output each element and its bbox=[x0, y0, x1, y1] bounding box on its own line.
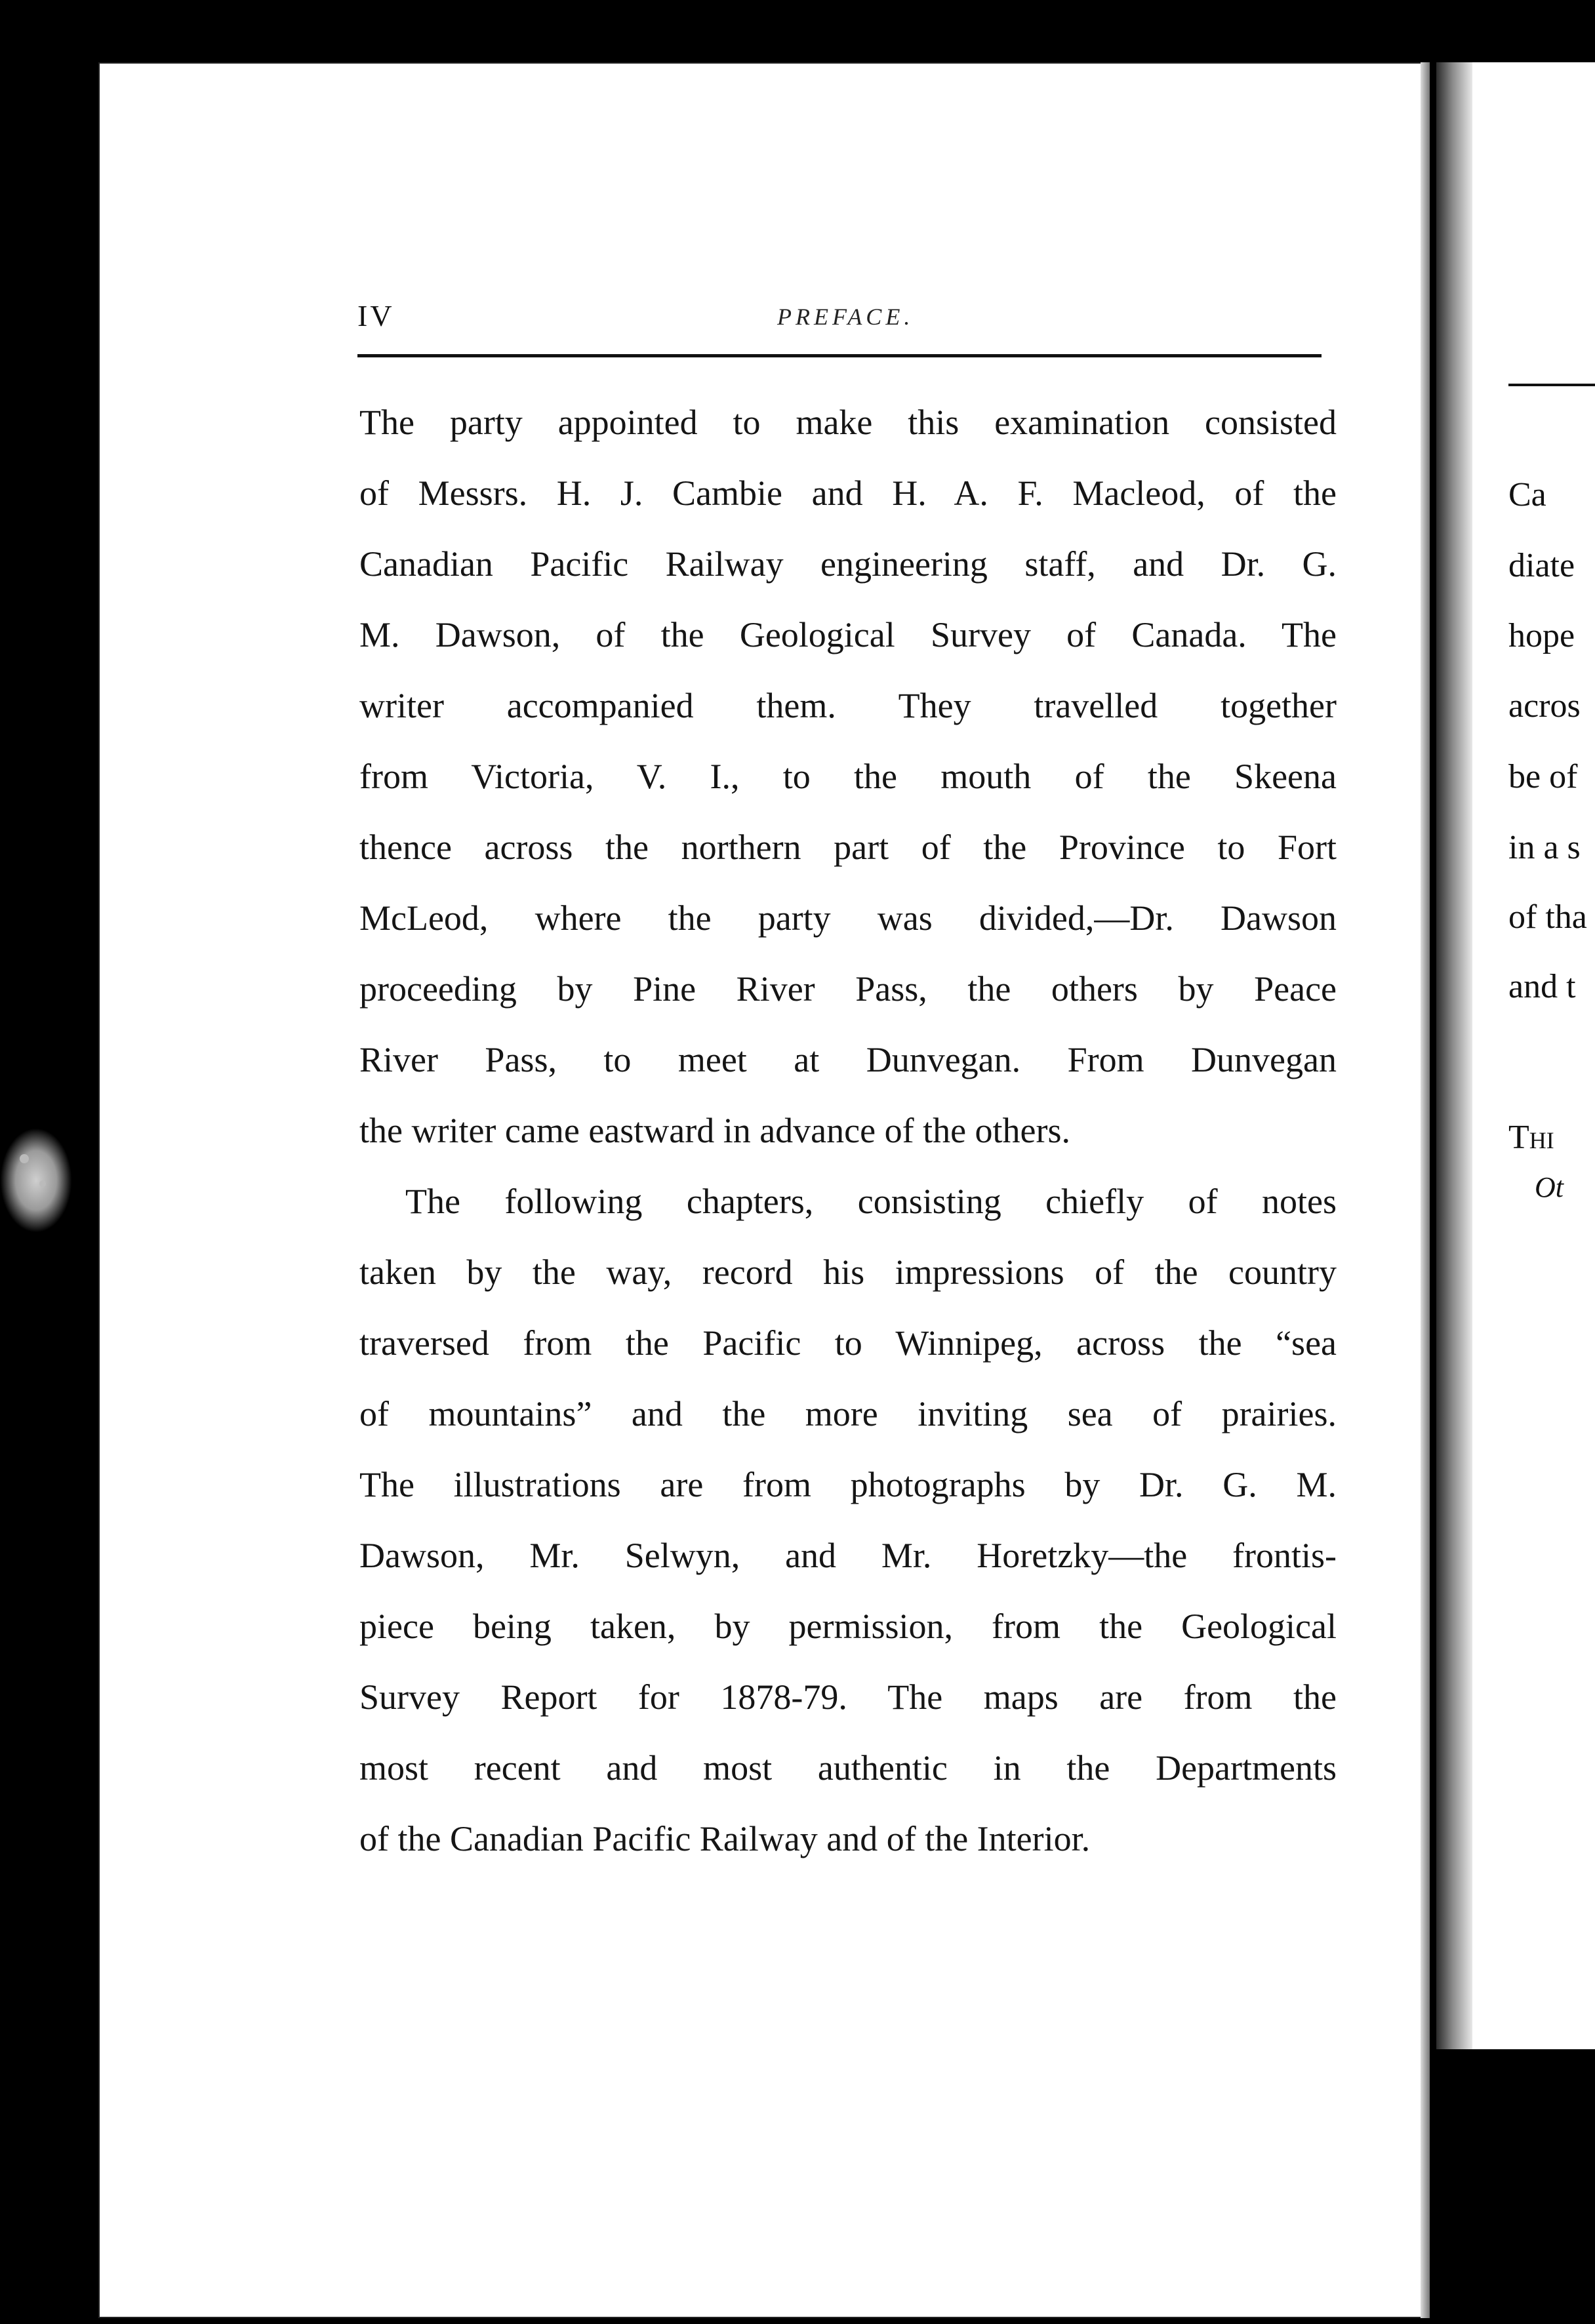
running-title: PREFACE. bbox=[777, 304, 914, 330]
paragraph-1 bbox=[359, 387, 1337, 1166]
page-edge bbox=[1421, 62, 1430, 2318]
scan-speck bbox=[20, 1154, 29, 1163]
facing-fragment: acros bbox=[1508, 687, 1581, 725]
text-line: taken by the way, record his impressions of the country bbox=[359, 1252, 1337, 1292]
facing-fragment: Ca bbox=[1508, 476, 1546, 513]
header-rule bbox=[357, 354, 1322, 357]
text-line: Dawson, Mr. Selwyn, and Mr. Horetzky—the frontis- bbox=[359, 1536, 1337, 1575]
text-line: from Victoria, V. I., to the mouth of the Skeena bbox=[359, 757, 1337, 796]
scan-smudge bbox=[0, 1128, 72, 1233]
scan-speck bbox=[39, 1180, 46, 1187]
body-text bbox=[359, 387, 1337, 1874]
page-number: IV bbox=[357, 299, 395, 332]
facing-fragment: Thi bbox=[1508, 1119, 1554, 1156]
text-line: most recent and most authentic in the Departments bbox=[359, 1748, 1337, 1788]
facing-fragment: of tha bbox=[1508, 898, 1587, 936]
paragraph-2 bbox=[359, 1166, 1337, 1874]
text-line: M. Dawson, of the Geological Survey of Canada. The bbox=[359, 615, 1337, 654]
page-fold-shadow bbox=[1436, 62, 1472, 2049]
facing-fragment: be of bbox=[1508, 758, 1578, 795]
text-line: of the Canadian Pacific Railway and of the Interior. bbox=[359, 1819, 1091, 1858]
text-line: Survey Report for 1878-79. The maps are from the bbox=[359, 1677, 1337, 1717]
text-line: McLeod, where the party was divided,—Dr. Dawson bbox=[359, 898, 1337, 938]
text-line: proceeding by Pine River Pass, the others by Peace bbox=[359, 969, 1337, 1009]
text-line: River Pass, to meet at Dunvegan. From Dunvegan bbox=[359, 1040, 1337, 1079]
text-line: writer accompanied them. They travelled together bbox=[359, 686, 1337, 725]
text-line: Canadian Pacific Railway engineering staff, and Dr. G. bbox=[359, 544, 1337, 584]
text-line: traversed from the Pacific to Winnipeg, across the “sea bbox=[359, 1323, 1337, 1363]
facing-fragment: in a s bbox=[1508, 829, 1581, 866]
text-line: piece being taken, by permission, from the Geological bbox=[359, 1607, 1337, 1646]
facing-fragment: hope bbox=[1508, 617, 1575, 654]
text-line: The following chapters, consisting chiefly of notes bbox=[405, 1182, 1337, 1221]
facing-page bbox=[1436, 62, 1595, 2049]
facing-fragment: diate bbox=[1508, 547, 1575, 584]
text-line: the writer came eastward in advance of the others. bbox=[359, 1111, 1071, 1150]
facing-fragment: Ot bbox=[1535, 1171, 1564, 1203]
facing-fragment: and t bbox=[1508, 968, 1576, 1005]
facing-header-rule bbox=[1508, 384, 1595, 386]
text-line: The party appointed to make this examination consisted bbox=[359, 403, 1337, 442]
text-line: of Messrs. H. J. Cambie and H. A. F. Macleod, of the bbox=[359, 473, 1337, 513]
text-line: thence across the northern part of the Province to Fort bbox=[359, 828, 1337, 867]
text-line: of mountains” and the more inviting sea of prairies. bbox=[359, 1394, 1337, 1433]
text-line: The illustrations are from photographs by Dr. G. M. bbox=[359, 1465, 1337, 1504]
